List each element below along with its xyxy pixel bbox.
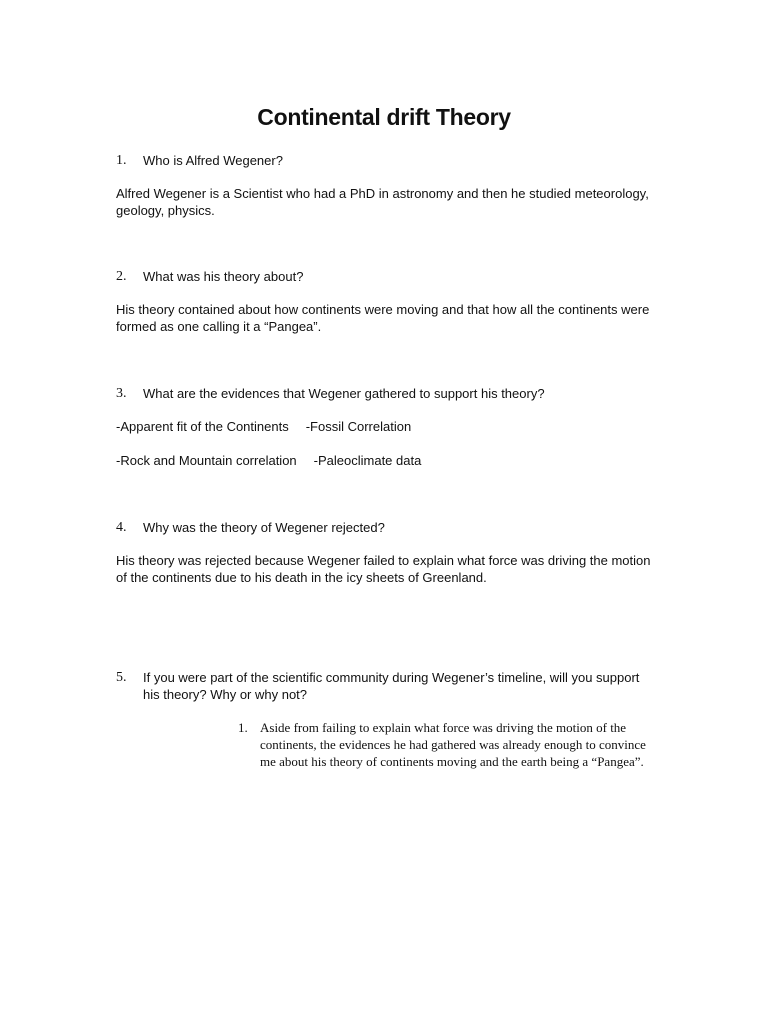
answer-2: His theory contained about how continents were moving and that how all the continents were formed as one calling it a “Pangea”. bbox=[116, 302, 650, 334]
evidence-item: -Paleoclimate data bbox=[313, 453, 422, 468]
question-5 bbox=[116, 669, 656, 703]
question-text: What are the evidences that Wegener gathered to support his theory? bbox=[143, 386, 545, 401]
question-number: 3. bbox=[116, 386, 127, 401]
evidence-item: -Fossil Correlation bbox=[305, 419, 412, 434]
evidence-item: -Apparent fit of the Continents bbox=[116, 419, 289, 434]
question-4 bbox=[116, 519, 656, 536]
question-number: 5. bbox=[116, 670, 127, 685]
evidence-item: -Rock and Mountain correlation bbox=[116, 453, 297, 468]
question-number: 2. bbox=[116, 269, 127, 284]
question-3 bbox=[116, 385, 656, 402]
answer-4: His theory was rejected because Wegener failed to explain what force was driving the motion of the continents due to his death in the icy sheets of Greenland. bbox=[116, 553, 651, 585]
question-2 bbox=[116, 268, 656, 285]
answer-1: Alfred Wegener is a Scientist who had a PhD in astronomy and then he studied meteorology, geology, physics. bbox=[116, 186, 649, 218]
question-number: 4. bbox=[116, 520, 127, 535]
question-text: If you were part of the scientific community during Wegener’s timeline, will you support his theory? Why or why not? bbox=[143, 670, 640, 702]
evidence-row-2 bbox=[116, 452, 421, 469]
answer-5 bbox=[238, 719, 658, 770]
sub-answer-text: Aside from failing to explain what force was driving the motion of the continents, the evidences he had gathered was already enough to convince me about his theory of continents moving and the earth being a “Pangea”. bbox=[260, 720, 646, 769]
sub-answer-number: 1. bbox=[238, 720, 248, 735]
question-text: What was his theory about? bbox=[143, 269, 304, 284]
evidence-row-1 bbox=[116, 418, 411, 435]
document-title: Continental drift Theory bbox=[257, 104, 511, 130]
question-text: Who is Alfred Wegener? bbox=[143, 153, 283, 168]
question-number: 1. bbox=[116, 153, 127, 168]
question-text: Why was the theory of Wegener rejected? bbox=[143, 520, 385, 535]
question-1 bbox=[116, 152, 656, 169]
